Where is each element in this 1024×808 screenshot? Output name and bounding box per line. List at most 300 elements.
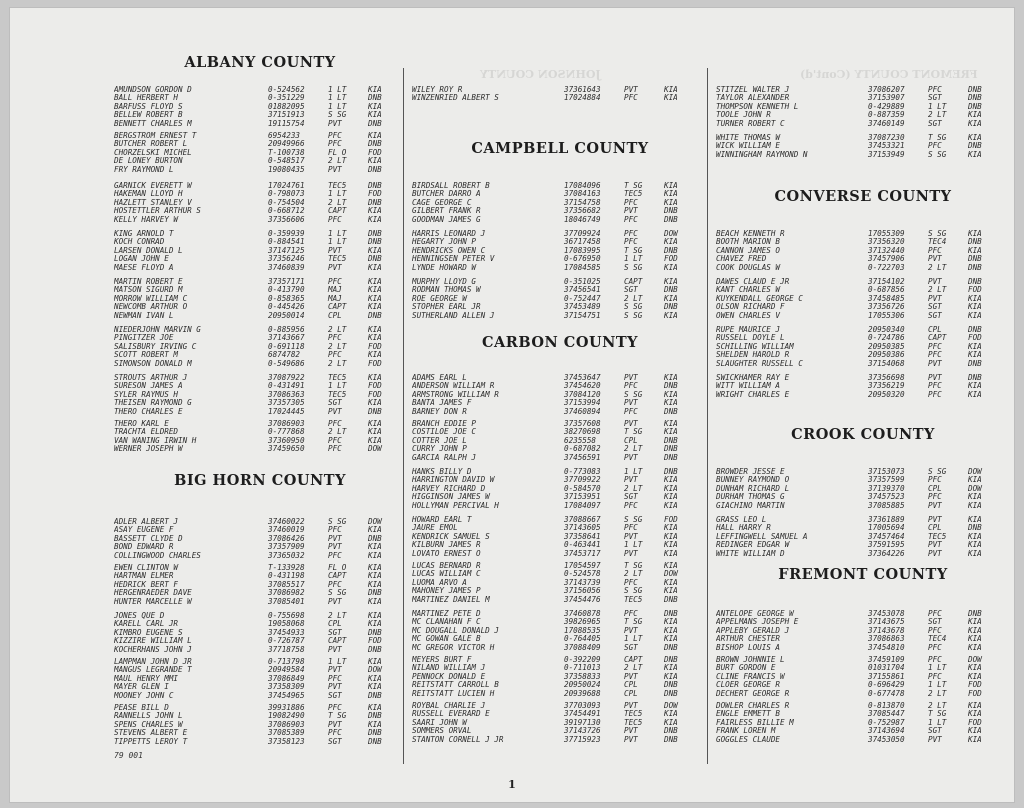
soldier-name: BELLEW ROBERT B bbox=[114, 111, 183, 120]
status: DNB bbox=[664, 381, 678, 391]
roster-group bbox=[412, 562, 708, 604]
rank: S SG bbox=[928, 229, 947, 238]
soldier-name: MARTINEZ PETE D bbox=[412, 610, 481, 618]
roster-group bbox=[716, 374, 1010, 399]
service-number: 20949966 bbox=[268, 139, 305, 149]
service-number: 37155861 bbox=[868, 671, 905, 681]
rank: CPL bbox=[928, 325, 942, 334]
soldier-name: ENGLE EMMETT B bbox=[716, 710, 781, 719]
status: DOW bbox=[368, 665, 382, 675]
soldier-name: HARVEY RICHARD D bbox=[412, 484, 486, 493]
rank: PFC bbox=[328, 550, 342, 560]
soldier-name: RUSSELL DOYLE L bbox=[716, 334, 785, 343]
soldier-name: REITSTATT CARROLL B bbox=[412, 681, 499, 690]
service-number: 37086903 bbox=[268, 419, 305, 428]
roster-group bbox=[412, 468, 708, 510]
rank: 1 LT bbox=[328, 85, 347, 94]
soldier-name: ADLER ALBERT J bbox=[114, 518, 179, 526]
service-number: 17024445 bbox=[268, 406, 305, 416]
service-number: 37143726 bbox=[564, 726, 601, 736]
service-number: 0-431491 bbox=[268, 381, 305, 391]
roster-entry bbox=[716, 485, 1010, 493]
status: KIA bbox=[664, 398, 678, 408]
status: KIA bbox=[968, 381, 982, 391]
status: DNB bbox=[664, 444, 678, 454]
status: KIA bbox=[968, 709, 982, 719]
roster-entry bbox=[412, 216, 708, 224]
county-heading: ALBANY COUNTY bbox=[184, 54, 336, 71]
roster-entry bbox=[716, 312, 1010, 320]
service-number: 37086207 bbox=[868, 85, 905, 94]
soldier-name: THERO CHARLES E bbox=[114, 407, 183, 416]
service-number: 0-752447 bbox=[564, 293, 601, 303]
status: DNB bbox=[664, 594, 678, 604]
service-number: 37456541 bbox=[564, 285, 601, 295]
roster-group bbox=[716, 134, 1010, 159]
soldier-name: BASSETT CLYDE D bbox=[114, 534, 183, 543]
status: DNB bbox=[368, 197, 382, 207]
service-number: 17084096 bbox=[564, 181, 601, 190]
service-number: 37085389 bbox=[268, 728, 305, 738]
rank: PFC bbox=[928, 245, 942, 255]
roster-group bbox=[114, 182, 406, 224]
soldier-name: THEISEN RAYMOND G bbox=[114, 399, 192, 408]
service-number: 20949584 bbox=[268, 665, 305, 675]
service-number: 37356726 bbox=[868, 302, 905, 312]
rank: PVT bbox=[328, 262, 342, 272]
rank: PVT bbox=[624, 734, 638, 744]
soldier-name: WINZENRIED ALBERT S bbox=[412, 94, 499, 103]
rank: PVT bbox=[624, 373, 638, 382]
rank: 2 LT bbox=[328, 611, 347, 620]
soldier-name: KARELL CARL JR bbox=[114, 620, 179, 629]
status: DOW bbox=[664, 229, 678, 238]
roster-group bbox=[114, 374, 406, 416]
status: DNB bbox=[368, 181, 382, 190]
rank: PVT bbox=[328, 406, 342, 416]
status: FOD bbox=[968, 717, 982, 727]
status: KIA bbox=[368, 350, 382, 360]
service-number: 0-463441 bbox=[564, 540, 601, 550]
rank: PFC bbox=[928, 341, 942, 351]
rank: PVT bbox=[928, 548, 942, 558]
service-number: 39197130 bbox=[564, 717, 601, 727]
roster-entry bbox=[716, 382, 1010, 390]
status: DNB bbox=[368, 627, 382, 637]
soldier-name: CLOER GEORGE R bbox=[716, 681, 781, 690]
rank: CAPT bbox=[928, 333, 947, 343]
soldier-name: FAIRLESS BILLIE M bbox=[716, 718, 794, 727]
rank: 1 LT bbox=[928, 680, 947, 690]
status: FOD bbox=[968, 333, 982, 343]
rank: 1 LT bbox=[624, 634, 643, 644]
roster-group bbox=[412, 702, 708, 744]
county-heading: CROOK COUNTY bbox=[791, 426, 935, 443]
status: KIA bbox=[368, 427, 382, 437]
roster-entry bbox=[114, 157, 406, 165]
roster-entry bbox=[716, 255, 1010, 263]
roster-group bbox=[412, 182, 708, 224]
status: KIA bbox=[968, 625, 982, 635]
soldier-name: BROWDER JESSE E bbox=[716, 468, 785, 476]
service-number: 0-677478 bbox=[868, 688, 905, 698]
rank: 1 LT bbox=[624, 254, 643, 264]
roster-entry bbox=[716, 247, 1010, 255]
roster-entry bbox=[716, 550, 1010, 558]
rank: 1 LT bbox=[928, 101, 947, 111]
rank: PVT bbox=[328, 118, 342, 128]
soldier-name: MANGUS LEGRANDE T bbox=[114, 666, 192, 675]
roster-entry bbox=[114, 420, 406, 428]
service-number: 0-887359 bbox=[868, 110, 905, 120]
soldier-name: HIGGINSON JAMES W bbox=[412, 493, 490, 502]
service-number: 37085517 bbox=[268, 579, 305, 589]
soldier-name: PENNOCK DONALD E bbox=[412, 672, 486, 681]
rank: S SG bbox=[328, 517, 347, 526]
soldier-name: MURPHY LLOYD G bbox=[412, 278, 477, 286]
status: KIA bbox=[368, 579, 382, 589]
status: KIA bbox=[368, 550, 382, 560]
roster-entry bbox=[716, 656, 1010, 664]
roster-entry bbox=[114, 518, 406, 526]
service-number: 20950386 bbox=[868, 350, 905, 360]
soldier-name: HERGENRAEDER DAVE bbox=[114, 589, 192, 598]
roster-entry bbox=[114, 278, 406, 286]
roster-group bbox=[716, 468, 1010, 510]
roster-entry bbox=[716, 610, 1010, 618]
service-number: 0-711013 bbox=[564, 663, 601, 673]
service-number: 17005694 bbox=[868, 523, 905, 533]
soldier-name: TOOLE JOHN R bbox=[716, 111, 771, 120]
roster-entry bbox=[716, 94, 1010, 102]
roster-entry bbox=[114, 374, 406, 382]
service-number: 0-884541 bbox=[268, 237, 305, 247]
soldier-name: ROE GEORGE W bbox=[412, 294, 467, 303]
roster-entry bbox=[114, 247, 406, 255]
roster-entry bbox=[716, 103, 1010, 111]
roster-entry bbox=[716, 541, 1010, 549]
soldier-name: RUPE MAURICE J bbox=[716, 326, 781, 334]
roster-group bbox=[114, 518, 406, 560]
roster-entry bbox=[114, 572, 406, 580]
soldier-name: SWICKHAMER RAY E bbox=[716, 374, 790, 382]
rank: TEC5 bbox=[328, 181, 347, 190]
status: DNB bbox=[968, 237, 982, 247]
status: KIA bbox=[968, 133, 982, 142]
service-number: 37454476 bbox=[564, 594, 601, 604]
soldier-name: SALISBURY IRVING C bbox=[114, 342, 197, 351]
roster-entry bbox=[716, 502, 1010, 510]
roster-entry bbox=[716, 690, 1010, 698]
rank: PFC bbox=[928, 475, 942, 485]
soldier-name: CANNON JAMES O bbox=[716, 246, 781, 255]
service-number: 17024761 bbox=[268, 181, 305, 190]
soldier-name: WHITE WILLIAM D bbox=[716, 549, 785, 558]
service-number: 0-359939 bbox=[268, 229, 305, 238]
rank: PFC bbox=[328, 673, 342, 683]
status: KIA bbox=[664, 419, 678, 428]
status: DOW bbox=[368, 444, 382, 454]
soldier-name: BARFUSS FLOYD S bbox=[114, 102, 183, 111]
rank: 1 LT bbox=[624, 467, 643, 476]
soldier-name: MC CLANAHAN F C bbox=[412, 618, 481, 627]
service-number: 37460839 bbox=[268, 262, 305, 272]
soldier-name: AMUNDSON GORDON D bbox=[114, 86, 192, 94]
roster-entry bbox=[114, 666, 406, 674]
soldier-name: BARNEY DON R bbox=[412, 407, 467, 416]
roster-group bbox=[114, 704, 406, 746]
roster-entry bbox=[716, 278, 1010, 286]
soldier-name: BURT GORDON E bbox=[716, 664, 776, 673]
rank: T SG bbox=[624, 245, 643, 255]
roster-entry bbox=[114, 140, 406, 148]
service-number: 37143675 bbox=[868, 617, 905, 627]
roster-entry bbox=[114, 526, 406, 534]
rank: 2 LT bbox=[624, 293, 643, 303]
soldier-name: VAN WANING IRWIN H bbox=[114, 436, 197, 445]
rank: CPL bbox=[928, 483, 942, 493]
service-number: 37156056 bbox=[564, 586, 601, 596]
status: KIA bbox=[368, 325, 382, 334]
rank: PFC bbox=[928, 609, 942, 618]
service-number: 37457464 bbox=[868, 531, 905, 541]
status: KIA bbox=[968, 118, 982, 128]
soldier-name: GRASS LEO L bbox=[716, 516, 767, 524]
soldier-name: DOWLER CHARLES R bbox=[716, 702, 790, 710]
service-number: 37364226 bbox=[868, 548, 905, 558]
roster-entry bbox=[412, 736, 708, 744]
rank: CAPT bbox=[328, 206, 347, 216]
rank: 2 LT bbox=[328, 156, 347, 166]
service-number: 37453321 bbox=[868, 141, 905, 151]
status: DNB bbox=[968, 101, 982, 111]
roster-entry bbox=[716, 374, 1010, 382]
rank: PVT bbox=[624, 398, 638, 408]
status: KIA bbox=[664, 277, 678, 286]
service-number: 37143739 bbox=[564, 577, 601, 587]
roster-group bbox=[716, 656, 1010, 698]
service-number: 37358641 bbox=[564, 531, 601, 541]
rank: S SG bbox=[624, 515, 643, 524]
status: DNB bbox=[664, 452, 678, 462]
status: KIA bbox=[664, 523, 678, 533]
soldier-name: SAARI JOHN W bbox=[412, 718, 467, 727]
rank: PFC bbox=[624, 406, 638, 416]
roster-entry bbox=[114, 683, 406, 691]
soldier-name: ADAMS EARL L bbox=[412, 374, 467, 382]
service-number: 37084163 bbox=[564, 189, 601, 199]
soldier-name: RANNELLS JOHN L bbox=[114, 712, 183, 721]
service-number: 0-584570 bbox=[564, 483, 601, 493]
rank: S SG bbox=[928, 467, 947, 476]
rank: SGT bbox=[624, 642, 638, 652]
roster-group bbox=[114, 326, 406, 368]
service-number: 0-752987 bbox=[868, 717, 905, 727]
soldier-name: ANDERSON WILLIAM R bbox=[412, 382, 495, 391]
status: DNB bbox=[968, 277, 982, 286]
status: DNB bbox=[664, 467, 678, 476]
rank: S SG bbox=[928, 149, 947, 159]
status: KIA bbox=[968, 642, 982, 652]
rank: PFC bbox=[928, 625, 942, 635]
rank: CPL bbox=[328, 619, 342, 629]
rank: S SG bbox=[624, 389, 643, 399]
service-number: 37153907 bbox=[868, 93, 905, 103]
rank: PVT bbox=[928, 734, 942, 744]
roster-entry bbox=[716, 303, 1010, 311]
soldier-name: OWEN CHARLES V bbox=[716, 311, 781, 320]
soldier-name: STANTON CORNELL J JR bbox=[412, 735, 504, 744]
service-number: 6954233 bbox=[268, 131, 301, 140]
rank: PVT bbox=[928, 540, 942, 550]
service-number: 0-676950 bbox=[564, 254, 601, 264]
soldier-name: HOWARD EARL T bbox=[412, 516, 472, 524]
roster-entry bbox=[114, 704, 406, 712]
soldier-name: WINNINGHAM RAYMOND N bbox=[716, 150, 808, 159]
rank: CPL bbox=[624, 680, 638, 690]
rank: PVT bbox=[624, 85, 638, 94]
status: KIA bbox=[664, 625, 678, 635]
soldier-name: MAHONEY JAMES P bbox=[412, 587, 481, 596]
rank: PFC bbox=[328, 350, 342, 360]
rank: PFC bbox=[328, 139, 342, 149]
status: KIA bbox=[368, 214, 382, 224]
rank: SGT bbox=[928, 726, 942, 736]
roster-entry bbox=[716, 516, 1010, 524]
roster-entry bbox=[114, 598, 406, 606]
rank: 2 LT bbox=[328, 325, 347, 334]
rank: 1 LT bbox=[328, 657, 347, 666]
status: DNB bbox=[968, 262, 982, 272]
rank: TEC5 bbox=[624, 717, 643, 727]
roster-entry bbox=[114, 535, 406, 543]
roster-entry bbox=[114, 637, 406, 645]
status: KIA bbox=[368, 419, 382, 428]
rank: 1 LT bbox=[928, 663, 947, 673]
service-number: 37087922 bbox=[268, 373, 305, 382]
status: KIA bbox=[968, 671, 982, 681]
rank: PFC bbox=[624, 237, 638, 247]
service-number: T-133928 bbox=[268, 563, 305, 572]
service-number: 0-722703 bbox=[868, 262, 905, 272]
status: KIA bbox=[368, 293, 382, 303]
soldier-name: NEWCOMB ARTHUR O bbox=[114, 303, 188, 312]
rank: S SG bbox=[624, 262, 643, 272]
soldier-name: TRACHTA ELDRED bbox=[114, 428, 179, 437]
status: KIA bbox=[664, 540, 678, 550]
status: DNB bbox=[664, 406, 678, 416]
service-number: 0-726787 bbox=[268, 636, 305, 646]
status: KIA bbox=[368, 611, 382, 620]
roster-entry bbox=[716, 719, 1010, 727]
rank: PFC bbox=[928, 381, 942, 391]
rank: 2 LT bbox=[624, 444, 643, 454]
service-number: 37143678 bbox=[868, 625, 905, 635]
rank: CPL bbox=[624, 435, 638, 445]
service-number: 37153951 bbox=[564, 492, 601, 502]
roster-entry bbox=[114, 712, 406, 720]
roster-entry bbox=[716, 736, 1010, 744]
soldier-name: DECHERT GEORGE R bbox=[716, 689, 790, 698]
soldier-name: MOONEY JOHN C bbox=[114, 691, 174, 700]
service-number: 37457523 bbox=[868, 492, 905, 502]
roster-group bbox=[114, 420, 406, 454]
roster-group bbox=[716, 230, 1010, 272]
soldier-name: LEFFINGWELL SAMUEL A bbox=[716, 532, 808, 541]
status: KIA bbox=[968, 229, 982, 238]
status: KIA bbox=[664, 262, 678, 272]
service-number: 0-713798 bbox=[268, 657, 305, 666]
service-number: 01882095 bbox=[268, 101, 305, 111]
status: DNB bbox=[368, 164, 382, 174]
rank: PVT bbox=[928, 515, 942, 524]
soldier-name: HEDRICK BERT F bbox=[114, 580, 179, 589]
soldier-name: LUCAS WILLIAM C bbox=[412, 570, 481, 579]
soldier-name: LUOMA ARVO A bbox=[412, 578, 467, 587]
soldier-name: TURNER ROBERT C bbox=[716, 119, 785, 128]
soldier-name: SPENS CHARLES W bbox=[114, 720, 183, 729]
roster-entry bbox=[716, 710, 1010, 718]
rank: 2 LT bbox=[328, 358, 347, 368]
rank: PVT bbox=[328, 542, 342, 552]
service-number: 37356698 bbox=[868, 373, 905, 382]
roster-entry bbox=[114, 149, 406, 157]
rank: S SG bbox=[624, 586, 643, 596]
soldier-name: OLSON RICHARD F bbox=[716, 303, 785, 312]
roster-entry bbox=[716, 673, 1010, 681]
rank: TEC5 bbox=[624, 709, 643, 719]
status: KIA bbox=[968, 734, 982, 744]
soldier-name: NILAND WILLIAM J bbox=[412, 664, 486, 673]
county-heading: CARBON COUNTY bbox=[481, 334, 638, 351]
rank: TEC5 bbox=[328, 373, 347, 382]
soldier-name: BUTCHER ROBERT L bbox=[114, 140, 188, 149]
status: DNB bbox=[968, 93, 982, 103]
soldier-name: WHITE THOMAS W bbox=[716, 134, 781, 142]
status: DOW bbox=[968, 483, 982, 493]
soldier-name: KIMBRO EUGENE S bbox=[114, 628, 183, 637]
status: KIA bbox=[968, 701, 982, 710]
rank: TEC4 bbox=[928, 237, 947, 247]
service-number: 0-724786 bbox=[868, 333, 905, 343]
bleed-through-text: JOHNSON COUNTY bbox=[480, 68, 601, 81]
rank: 1 LT bbox=[328, 93, 347, 103]
service-number: 6874782 bbox=[268, 350, 301, 360]
service-number: 0-431198 bbox=[268, 571, 305, 581]
rank: PVT bbox=[328, 682, 342, 692]
soldier-name: WILEY ROY R bbox=[412, 86, 463, 94]
status: KIA bbox=[664, 717, 678, 727]
soldier-name: TIPPETTS LEROY T bbox=[114, 737, 188, 746]
soldier-name: MEYERS BURT F bbox=[412, 656, 472, 664]
service-number: 0-687856 bbox=[868, 285, 905, 295]
soldier-name: THERO KARL E bbox=[114, 420, 169, 428]
roster-entry bbox=[114, 445, 406, 453]
status: KIA bbox=[968, 634, 982, 644]
service-number: 37356320 bbox=[868, 237, 905, 247]
soldier-name: HARTMAN ELMER bbox=[114, 572, 174, 581]
rank: 1 LT bbox=[328, 229, 347, 238]
service-number: 37453717 bbox=[564, 548, 601, 558]
status: DNB bbox=[368, 406, 382, 416]
service-number: 37356219 bbox=[868, 381, 905, 391]
status: KIA bbox=[368, 703, 382, 712]
soldier-name: BIRDSALL ROBERT B bbox=[412, 182, 490, 190]
roster-entry bbox=[716, 326, 1010, 334]
soldier-name: MC GOWAN GALE B bbox=[412, 635, 481, 644]
roster-entry bbox=[114, 326, 406, 334]
rank: TEC5 bbox=[928, 531, 947, 541]
